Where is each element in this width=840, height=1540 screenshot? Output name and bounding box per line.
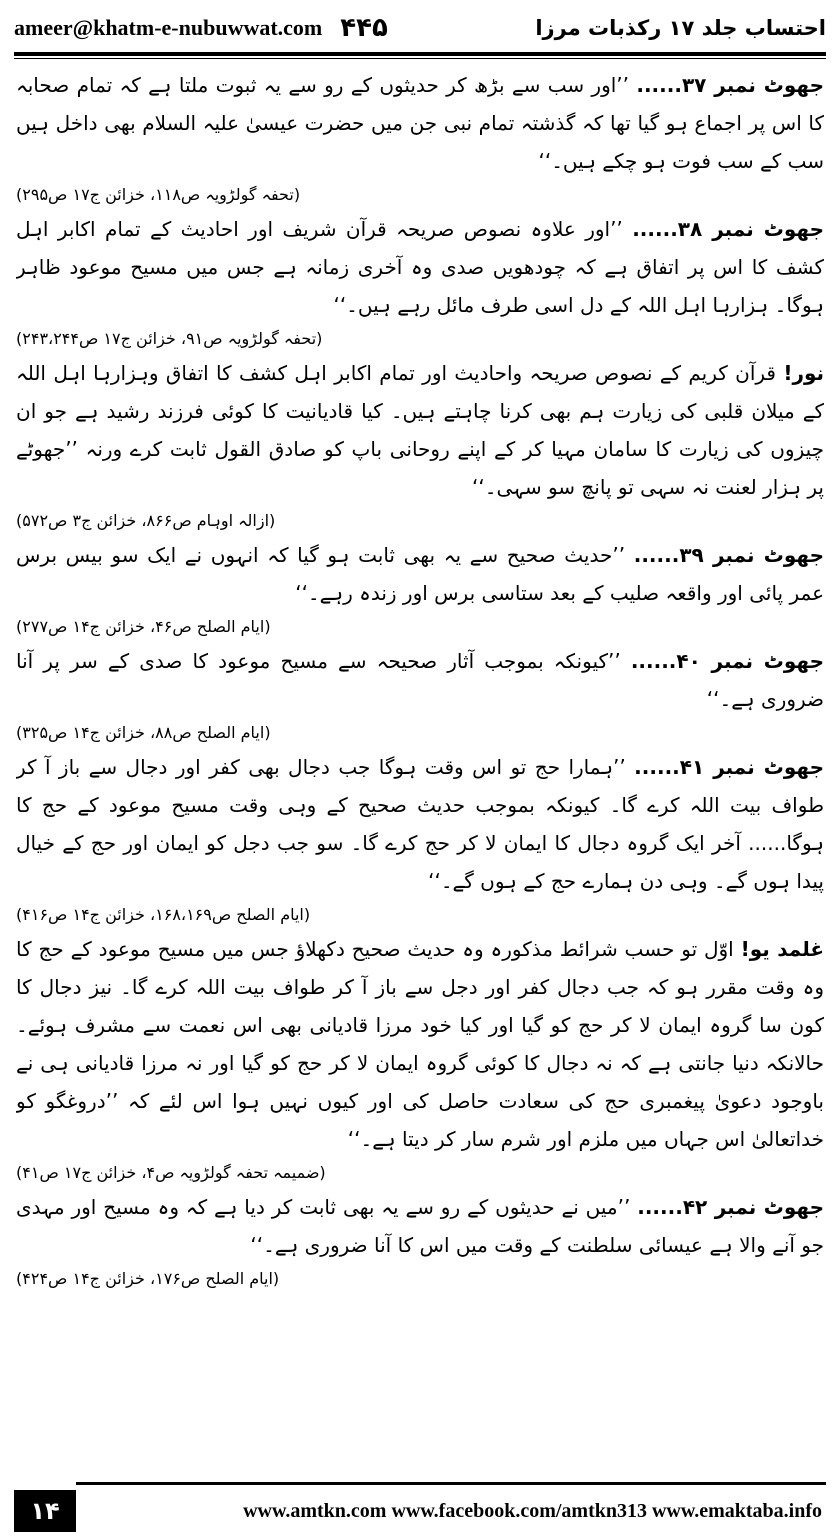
section-text: قرآن کریم کے نصوص صریحہ واحادیث اور تمام اکابر اہل کشف کا اتفاق وہزارہا اہل اللہ کے میلان قلبی کی زیارت ہم بھی کرنا چاہتے ہیں۔ کیا قادیانیت کا کوئی فرزند رشید ہے جو ان چیزوں کی زیارت کا سامان مہیا کر کے اپنے روحانی باپ کو صادق القول ثابت کرے ورنہ ’’جھوٹے پر ہزار لعنت نہ سہی تو پانچ سو سہی۔‘‘ [16,361,824,499]
citation: (ضمیمہ تحفہ گولڑویہ ص۴، خزائن ج۱۷ ص۴۱) [16,1163,326,1182]
book-title: احتساب جلد ۱۷ رکذبات مرزا [535,16,826,40]
citation: (ازالہ اوہام ص۸۶۶، خزائن ج۳ ص۵۷۲) [16,511,276,530]
section-label: جھوٹ نمبر ۴۲...... [637,1195,824,1219]
page-header [14,8,826,48]
citation: (ایام الصلح ص۱۶۸،۱۶۹، خزائن ج۱۴ ص۴۱۶) [16,905,311,924]
section-text: ’’ہمارا حج تو اس وقت ہوگا جب دجال بھی کفر اور دجال سے باز آ کر طواف بیت اللہ کرے گا۔ کیونکہ بموجب حدیث صحیح کے وہی وقت مسیح موعود کے حج کا ہوگا...... آخر ایک گروہ دجال کا ایمان لا کر حج کرے گا۔ سو جب دجل کو ایمان اور حج کے خیال پیدا ہوں گے۔ وہی دن ہمارے حج کے ہوں گے۔‘‘ [16,755,824,893]
footer-rule [76,1482,826,1485]
section-38 [16,210,824,354]
footer-links[interactable]: www.amtkn.com www.facebook.com/amtkn313 www.emaktaba.info [243,1499,822,1522]
section-label: غلمد یو! [740,937,824,961]
header-left [14,13,388,43]
page-number: ۴۴۵ [340,13,388,43]
citation: (ایام الصلح ص۸۸، خزائن ج۱۴ ص۳۲۵) [16,723,271,742]
header-rule-thick [14,52,826,56]
section-text: ’’میں نے حدیثوں کے رو سے یہ بھی ثابت کر دیا ہے کہ وہ مسیح اور مہدی جو آنے والا ہے عیسائی سلطنت کے وقت میں اس کا آنا ضروری ہے۔‘‘ [16,1195,824,1257]
section-39 [16,536,824,642]
citation: (تحفہ گولڑویہ ص۹۱، خزائن ج۱۷ ص۲۴۳،۲۴۴) [16,329,323,348]
section-label: جھوٹ نمبر ۳۷...... [636,73,824,97]
section-40 [16,642,824,748]
section-text: ’’کیونکہ بموجب آثار صحیحہ سے مسیح موعود کا صدی کے سر پر آنا ضروری ہے۔‘‘ [16,649,824,711]
section-42 [16,1188,824,1264]
footer-page-box: ۱۴ [14,1490,76,1532]
section-nur [16,354,824,536]
section-label: جھوٹ نمبر ۳۸...... [632,217,824,241]
page-footer [14,1490,826,1532]
section-label: جھوٹ نمبر ۴۱...... [634,755,824,779]
citation-last: (ایام الصلح ص۱۷۶، خزائن ج۱۴ ص۴۲۴) [16,1269,280,1288]
section-response [16,930,824,1188]
section-41 [16,748,824,930]
header-email[interactable]: ameer@khatm-e-nubuwwat.com [14,15,323,40]
section-text: اوّل تو حسب شرائط مذکورہ وہ حدیث صحیح دکھلاؤ جس میں مسیح موعود کے حج کا وہ وقت مقرر ہو کہ جب دجال کفر اور دجل سے باز آ کر طواف بیت اللہ کرے گا۔ نیز دجال کا کون سا گروہ ایمان لا کر حج کو گیا اور کیا خود مرزا قادیانی بھی اس نعمت سے مشرف ہوئے۔ حالانکہ دنیا جانتی ہے کہ نہ دجال کا کوئی گروہ ایمان لا کر حج کو گیا اور نہ مرزا قادیانی ہی نے باوجود دعویٰ پیغمبری حج کی سعادت حاصل کی اور کیوں نہیں ہوا اس لئے کہ ’’دروغگو کو خداتعالیٰ اس جہاں میں ملزم اور شرم سار کر دیتا ہے۔‘‘ [16,937,824,1151]
header-rule-thin [14,58,826,59]
section-text: ’’حدیث صحیح سے یہ بھی ثابت ہو گیا کہ انہوں نے ایک سو بیس برس عمر پائی اور واقعہ صلیب کے بعد ستاسی برس اور زندہ رہے۔‘‘ [16,543,824,605]
section-37 [16,66,824,210]
citation: (تحفہ گولڑویہ ص۱۱۸، خزائن ج۱۷ ص۲۹۵) [16,185,301,204]
main-text [16,66,824,1444]
section-text: ’’اور علاوہ نصوص صریحہ قرآن شریف اور احادیث کے تمام اکابر اہل کشف کا اس پر اتفاق ہے کہ چودھویں صدی وہ آخری زمانہ ہے جس میں مسیح موعود ظاہر ہوگا۔ ہزارہا اہل اللہ کے دل اسی طرف مائل رہے ہیں۔‘‘ [16,217,824,317]
section-label: جھوٹ نمبر ۴۰...... [630,649,824,673]
section-label: جھوٹ نمبر ۳۹...... [633,543,824,567]
section-text: ’’اور سب سے بڑھ کر حدیثوں کے رو سے یہ ثبوت ملتا ہے کہ تمام صحابہ کا اس پر اجماع ہو گیا تھا کہ گذشتہ تمام نبی جن میں حضرت عیسیٰ علیہ السلام بھی داخل ہیں سب کے سب فوت ہو چکے ہیں۔‘‘ [16,73,824,173]
section-label: نور! [783,361,824,385]
citation: (ایام الصلح ص۴۶، خزائن ج۱۴ ص۲۷۷) [16,617,271,636]
